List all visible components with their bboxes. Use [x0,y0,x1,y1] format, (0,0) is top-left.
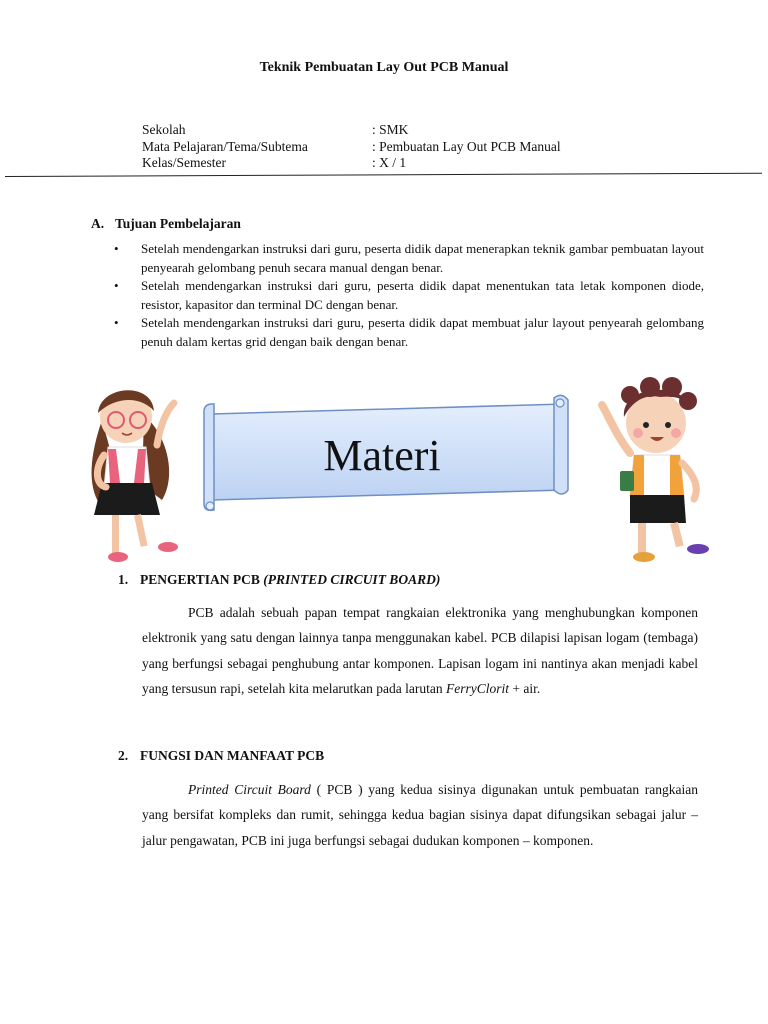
section-1-text: PCB adalah sebuah papan tempat rangkaian elektronika yang menghubungkan komponen elektronik yang satu dengan lainnya tanpa menggunakan kabel. PCB dilapisi lapisan logam (tembaga) yang berfungsi sebagai penghubung antar komponen. Lapisan logam ini nantinya akan menjadi kabel yang tersusun rapi, setelah kita melarutkan pada larutan [142,605,698,697]
section-1-number: 1. [118,572,129,587]
list-item [114,240,704,277]
bullet-icon: • [114,315,119,330]
document-title: Teknik Pembuatan Lay Out PCB Manual [259,60,509,75]
section-1-paragraph [142,600,698,702]
banner-title: Materi [323,431,441,480]
meta-row-school [142,122,561,139]
list-item [114,314,704,351]
meta-value: : X / 1 [372,155,407,170]
section-1-italic-term: FerryClorit [446,681,510,697]
meta-row-subject [142,139,561,156]
meta-value: : SMK [372,122,409,137]
header-divider [5,173,762,177]
section-1-title: PENGERTIAN PCB [140,572,264,587]
list-item-text: Setelah mendengarkan instruksi dari guru, peserta didik dapat menerapkan teknik gambar pembuatan layout penyearah gelombang penuh secara manual dengan benar. [141,241,704,275]
section-2-text: ( PCB ) yang kedua sisinya digunakan untuk pembuatan rangkaian yang bersifat kompleks dan rumit, sehingga kedua bagian sisinya dapat difungsikan sebagai jalur – jalur pengawatan, PCB ini juga berfungsi sebagai dudukan komponen – komponen. [142,782,699,848]
section-1-text-tail: + air. [509,681,541,697]
section-2-number: 2. [118,748,129,763]
meta-key: Mata Pelajaran/Tema/Subtema [142,138,308,154]
objectives-list [114,240,704,351]
document-meta [142,122,561,172]
meta-value: : Pembuatan Lay Out PCB Manual [372,138,561,154]
section-2-heading [118,748,324,764]
list-item [114,277,704,314]
section-a-heading [91,216,241,232]
list-item-text: Setelah mendengarkan instruksi dari guru, peserta didik dapat menentukan tata letak komponen diode, resistor, kapasitor dan terminal DC dengan benar. [141,278,704,312]
section-2-title: FUNGSI DAN MANFAAT PCB [140,748,325,763]
meta-key: Kelas/Semester [142,155,226,170]
section-1-title-italic: (PRINTED CIRCUIT BOARD) [263,572,441,587]
meta-key: Sekolah [142,122,186,137]
girl-character-illustration [82,375,192,570]
section-a-label: A. [91,216,105,231]
boy-character-illustration [590,375,720,570]
section-a-title: Tujuan Pembelajaran [115,216,241,231]
meta-row-class [142,155,561,172]
section-1-heading [118,572,440,588]
list-item-text: Setelah mendengarkan instruksi dari guru, peserta didik dapat membuat jalur layout penyearah gelombang penuh dalam kertas grid dengan baik dengan benar. [141,315,704,349]
section-2-italic-term: Printed Circuit Board [188,782,311,797]
bullet-icon: • [114,241,119,256]
bullet-icon: • [114,278,119,293]
section-2-paragraph [142,777,698,853]
